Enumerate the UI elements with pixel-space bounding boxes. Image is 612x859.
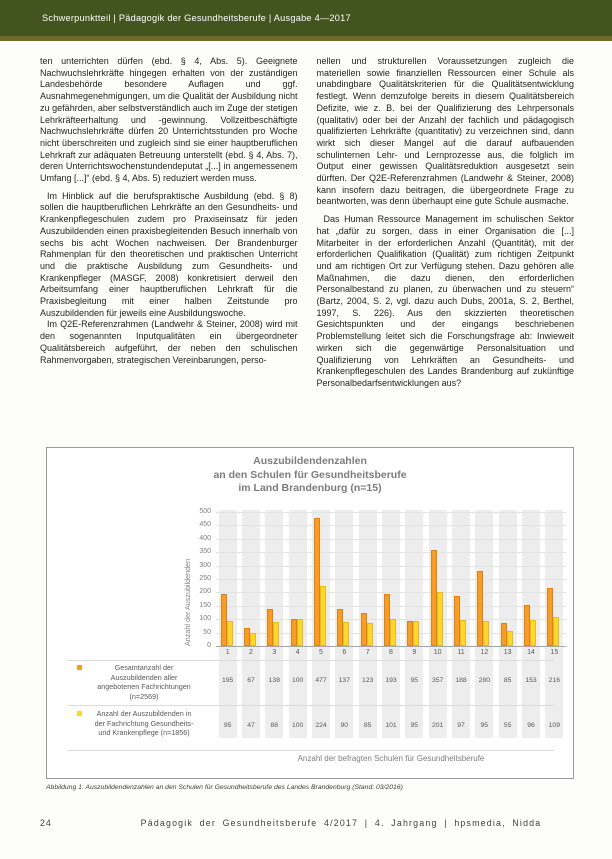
series-value: 90 xyxy=(340,722,349,729)
paragraph: ten unterrichten dürfen (ebd. § 4, Abs. 5). Geeignete Nachwuchslehrkräfte hingegen erhalten von der zuständigen Landesbehörde besondere Auflagen und ggf. Ausnahmegenehmigungen, um die Qualität der Ausbildung nicht zu gefährden, aber selbstverständlich auch im Zuge der stetigen Lehrkräfteerhaltung und -gewinnung. Vollzeitbeschäftigte Nachwuchslehrkräfte dürfen 20 Unterrichtsstunden pro Woche nicht überschreiten und zugleich sind sie einer hauptberuflichen Lehrkraft zur adäquaten Betreuung unterstellt (ebd. § 4, Abs. 7), deren Unterrichtswochenstundendeputat „[...] in angemessenem Umfang [...]“ (ebd. § 4, Abs. 5) reduziert werden muss. xyxy=(40,56,298,184)
series-value: 95 xyxy=(480,722,489,729)
grid-line xyxy=(216,525,566,526)
legend-label-line: Anzahl der Auszubildenden in xyxy=(96,709,192,718)
article-body xyxy=(40,56,574,390)
series-value: 216 xyxy=(548,677,560,684)
series-value: 97 xyxy=(457,722,465,729)
right-column xyxy=(317,56,575,390)
series-value: 67 xyxy=(247,677,255,684)
x-tick-label: 14 xyxy=(527,649,535,656)
grid-line xyxy=(216,539,566,540)
series-value: 201 xyxy=(431,722,444,729)
series-value: 477 xyxy=(315,677,327,684)
series-value: 95 xyxy=(410,677,419,684)
series-value: 224 xyxy=(315,722,327,729)
journal-footer: Pädagogik der Gesundheitsberufe 4/2017 | 4. Jahrgang | hpsmedia, Nidda xyxy=(140,818,542,828)
bar-gesundheits-krankenpflege xyxy=(273,622,279,646)
x-tick-label: 12 xyxy=(480,649,489,656)
series-value: 109 xyxy=(548,722,560,729)
grid-line xyxy=(216,512,566,513)
left-column xyxy=(40,56,298,390)
legend-label-line: angebotenen Fachrichtungen xyxy=(97,682,191,692)
grid-line xyxy=(216,606,566,607)
series-value: 85 xyxy=(363,722,372,729)
grid-line xyxy=(216,592,566,593)
paragraph: Im Q2E-Referenzrahmen (Landwehr & Steiner, 2008) wird mit den sogenannten Inputqualitäten ein übergeordneter Qualitätsbereich aufgeführt, der neben den schulischen Rahmenvorgaben, strategischen Vereinbarungen, perso- xyxy=(40,319,298,365)
y-tick-label: 450 xyxy=(199,521,211,529)
series-value: 188 xyxy=(455,677,467,684)
chart-title-line: an den Schulen für Gesundheitsberufe xyxy=(213,468,407,481)
running-head: Schwerpunktteil | Pädagogik der Gesundheitsberufe | Ausgabe 4—2017 xyxy=(42,13,351,23)
x-tick-label: 7 xyxy=(365,649,370,656)
page-header-bar xyxy=(0,0,612,36)
bar-gesundheits-krankenpflege xyxy=(483,621,489,646)
series-value: 193 xyxy=(385,677,397,684)
series-value: 153 xyxy=(525,677,537,684)
bar-gesundheits-krankenpflege xyxy=(553,617,559,646)
bar-gesundheits-krankenpflege xyxy=(390,619,396,646)
y-tick-label: 500 xyxy=(199,508,211,515)
series-value: 101 xyxy=(385,722,397,729)
legend-label-line: Auszubildenden aller xyxy=(110,672,178,682)
bar-gesundheits-krankenpflege xyxy=(437,592,443,646)
x-tick-label: 8 xyxy=(389,649,393,656)
legend-label-line: und Krankenpflege (n=1856) xyxy=(98,728,190,738)
column-band xyxy=(242,510,260,738)
legend-label-line: (n=2569) xyxy=(129,691,159,701)
x-tick-label: 13 xyxy=(503,649,512,656)
series-value: 85 xyxy=(503,677,512,684)
paragraph: nellen und strukturellen Voraussetzungen zugleich die materiellen sowie finanziellen Ressourcen einer Schule als unabdingbare Qualitätskriterien für die Qualitätsentwicklung festlegt. Wenn demzufolge bereits in diesem Qualitätsbereich Defizite, wie z. B. bei der Qualifizierung des Lehrpersonals (qualitativ) oder bei der Anzahl der fachlich und pädagogisch qualifizierten Lehrkräfte (quantitativ) zu verzeichnen sind, dann wirkt sich dieser Mangel auf die darauf aufbauenden schulinternen Lehr- und Lernprozesse aus, die folglich im Output einer gewissen Qualitätsreduktion ausgesetzt sein dürften. Der Q2E-Referenzrahmen (Landwehr & Steiner, 2008) kann insofern dazu beitragen, die übergeordnete Frage zu beantworten, was denn überhaupt eine gute Schule ausmache. xyxy=(316,56,574,207)
bar-gesundheits-krankenpflege xyxy=(297,619,303,646)
series-value: 357 xyxy=(431,677,444,684)
row-divider xyxy=(67,660,554,661)
bar-gesundheits-krankenpflege xyxy=(227,621,233,646)
bar-chart-figure xyxy=(46,447,574,779)
y-tick-label: 400 xyxy=(199,534,211,542)
series-value: 123 xyxy=(361,677,374,684)
x-tick-label: 15 xyxy=(550,649,559,656)
bar-gesundheits-krankenpflege xyxy=(320,586,326,646)
series-value: 100 xyxy=(291,677,304,684)
series-value: 95 xyxy=(410,722,419,729)
grid-line xyxy=(216,566,566,567)
x-tick-label: 3 xyxy=(272,649,277,656)
x-axis-line xyxy=(216,646,566,647)
y-tick-label: 200 xyxy=(199,588,211,596)
grid-line xyxy=(216,552,566,553)
figure-caption: Abbildung 1: Auszubildendenzahlen an den Schulen für Gesundheitsberufe des Landes Brandenburg (Stand: 03/2016) xyxy=(46,784,403,791)
series-value: 55 xyxy=(503,722,512,729)
series-value: 96 xyxy=(527,722,535,729)
series-value: 280 xyxy=(478,677,490,684)
chart-title-line: Auszubildendenzahlen xyxy=(253,455,367,467)
y-tick-label: 50 xyxy=(203,628,211,636)
legend-label xyxy=(71,663,217,701)
bar-gesundheits-krankenpflege xyxy=(460,620,466,646)
series-value: 138 xyxy=(268,677,280,684)
x-tick-label: 10 xyxy=(433,649,442,656)
bar-gesundheits-krankenpflege xyxy=(530,620,536,646)
y-tick-label: 150 xyxy=(199,601,211,609)
chart-title xyxy=(47,455,573,496)
x-tick-label: 2 xyxy=(249,649,253,656)
x-tick-label: 5 xyxy=(319,649,323,656)
bar-gesundheits-krankenpflege xyxy=(367,623,373,646)
x-axis-title: Anzahl der befragten Schulen für Gesundheitsberufe xyxy=(297,754,485,763)
row-divider xyxy=(67,705,554,706)
legend-label-line: Gesamtanzahl der xyxy=(114,663,174,672)
legend-marker-icon xyxy=(77,711,82,716)
x-tick-label: 1 xyxy=(225,649,230,656)
bar-gesundheits-krankenpflege xyxy=(413,621,419,646)
legend-label xyxy=(71,709,217,738)
bar-gesundheits-krankenpflege xyxy=(507,631,513,646)
row-divider xyxy=(67,750,554,751)
x-tick-label: 11 xyxy=(457,649,465,656)
y-axis-title: Anzahl der Auszubildenden xyxy=(183,558,192,646)
y-tick-label: 350 xyxy=(199,548,211,556)
header-divider xyxy=(0,36,612,41)
series-value: 137 xyxy=(338,677,350,684)
x-tick-label: 4 xyxy=(295,649,300,656)
series-value: 88 xyxy=(270,722,279,729)
x-tick-label: 9 xyxy=(412,649,417,656)
x-tick-label: 6 xyxy=(342,649,347,656)
paragraph: Das Human Ressource Management im schulischen Sektor hat „dafür zu sorgen, dass in einer Organisation die [...] Mitarbeiter in der erforderlichen Anzahl (Quantität), mit der erforderlichen Qualifikation (Qualität) zum richtigen Zeitpunkt und am richtigen Ort zur Verfügung stehen. Dazu gehören alle Maßnahmen, die dazu dienen, den erforderlichen Personalbestand zu planen, zu überwachen und zu steuern“ (Bartz, 2004, S. 2, vgl. dazu auch Dubs, 2001a, S. 2, Berthel, 1997, S. 226). Aus den skizzierten theoretischen Gesichtspunkten und der eingangs beschriebenen Problemstellung leitet sich die Forschungsfrage ab: Inwieweit wirken sich die gegenwärtige Personalsituation und Qualifizierung von Lehrkräften an Gesundheits- und Krankenpflegeschulen des Landes Brandenburg auf zukünftige Personalbedarfsentwicklungen aus? xyxy=(316,214,574,388)
paragraph: Im Hinblick auf die berufspraktische Ausbildung (ebd. § 8) sollen die hauptberuflichen Lehrkräfte an den Gesundheits- und Krankenpflegeschulen zudem pro Praxiseinsatz für jeden Auszubildenden einen praxisbegleitenden Besuch innerhalb von sechs bis acht Wochen nachweisen. Der Brandenburger Rahmenplan für den theoretischen und praktischen Unterricht und die praktische Ausbildung zum Gesundheits- und Krankenpfleger (MASGF, 2008) konkretisiert derweil den Arbeitsumfang einer hauptberuflichen Lehrkraft für die Praxisbegleitung mit einer halben Zeitstunde pro Auszubildenden für jeweils eine Ausbildungswoche. xyxy=(40,190,298,318)
series-value: 95 xyxy=(223,722,232,729)
legend-label-line: der Fachrichtung Gesundheits- xyxy=(94,718,194,728)
bar-gesundheits-krankenpflege xyxy=(343,622,349,646)
y-tick-label: 0 xyxy=(207,642,211,649)
series-value: 195 xyxy=(221,677,234,684)
series-value: 47 xyxy=(247,722,255,729)
series-value: 100 xyxy=(291,722,304,729)
y-tick-label: 100 xyxy=(199,615,211,623)
bar-gesundheits-krankenpflege xyxy=(250,633,256,646)
y-tick-label: 300 xyxy=(199,561,211,569)
legend-marker-icon xyxy=(77,665,82,670)
y-tick-label: 250 xyxy=(199,575,211,582)
chart-title-line: im Land Brandenburg (n=15) xyxy=(238,482,382,494)
grid-line xyxy=(216,579,566,580)
page-number: 24 xyxy=(40,818,52,828)
